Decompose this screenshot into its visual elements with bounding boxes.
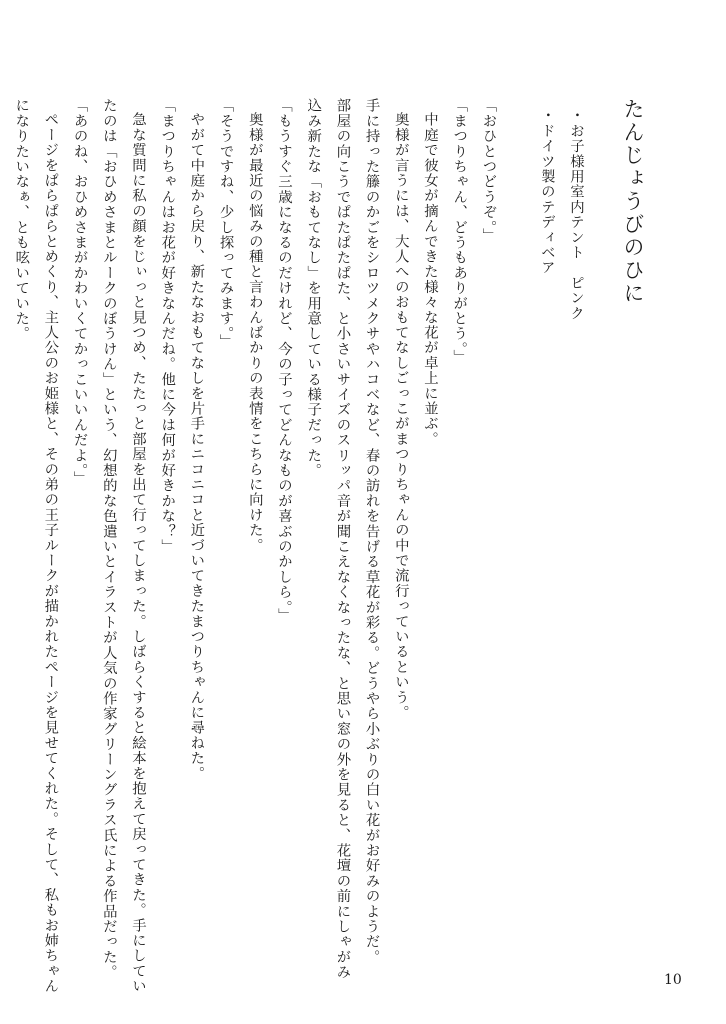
text-line: たのは「おひめさまとルークのぼうけん」という、幻想的な色遣いとイラストが人気の作家グリーングラス氏による作品だった。 — [100, 98, 117, 980]
text-line: 「おひとつどうぞ。」 — [480, 98, 497, 243]
text-line: 「そうですね、少し探ってみます。」 — [217, 98, 234, 350]
chapter-title: たんじょうびのひに — [621, 98, 645, 305]
text-line: ページをぱらぱらとめくり、主人公のお姫様と、その弟の王子ルークが描かれたページを見せてくれた。そして、私もお姉ちゃん — [42, 112, 59, 994]
text-line: 「まつりちゃんはお花が好きなんだね。他に今は何が好きかな？」 — [159, 98, 176, 554]
list-item: ・ドイツ製のテディベア — [538, 108, 555, 276]
text-line: 込み新たな「おもてなし」を用意している様子だった。 — [305, 98, 322, 478]
text-line: になりたいなぁ、とも呟いていた。 — [13, 98, 30, 342]
text-line: 奥様が最近の悩みの種と言わんばかりの表情をこちらに向けた。 — [246, 112, 263, 553]
text-line: 「あのね、おひめさまがかわいくてかっこいいんだよ。」 — [71, 98, 88, 486]
text-line: 急な質問に私の顔をじぃっと見つめ、たたっと部屋を出て行ってしまった。しばらくすると絵本を抱えて戻ってきた。手にしてい — [129, 112, 146, 994]
body-text — [13, 98, 590, 994]
text-line: 奥様が言うには、大人へのおもてなしごっこがまつりちゃんの中で流行っているという。 — [392, 112, 409, 720]
text-line: 「まつりちゃん、どうもありがとう。」 — [451, 98, 468, 365]
page-number: 10 — [664, 972, 682, 988]
text-line: 「もうすぐ三歳になるのだけれど、今の子ってどんなものが喜ぶのかしら。」 — [275, 98, 292, 623]
blank-line — [502, 98, 531, 978]
text-line: 手に持った籐のかごをシロツメクサやハコベなど、春の訪れを告げる草花が彩る。どうやら小ぶりの白い花がお好みのようだ。 — [363, 98, 380, 965]
list-item: ・お子様用室内テント ピンク — [568, 108, 584, 321]
text-line: やがて中庭から戻り、新たなおもてなしを片手にニコニコと近づいてきたまつりちゃんに尋ねた。 — [188, 112, 205, 781]
text-line: 部屋の向こうでぱたぱたぱた、と小さいサイズのスリッパ音が聞こえなくなったな、と思い窓の外を見ると、花壇の前にしゃがみ — [334, 98, 351, 980]
text-line: 中庭で彼女が摘んできた様々な花が卓上に並ぶ。 — [422, 112, 438, 447]
